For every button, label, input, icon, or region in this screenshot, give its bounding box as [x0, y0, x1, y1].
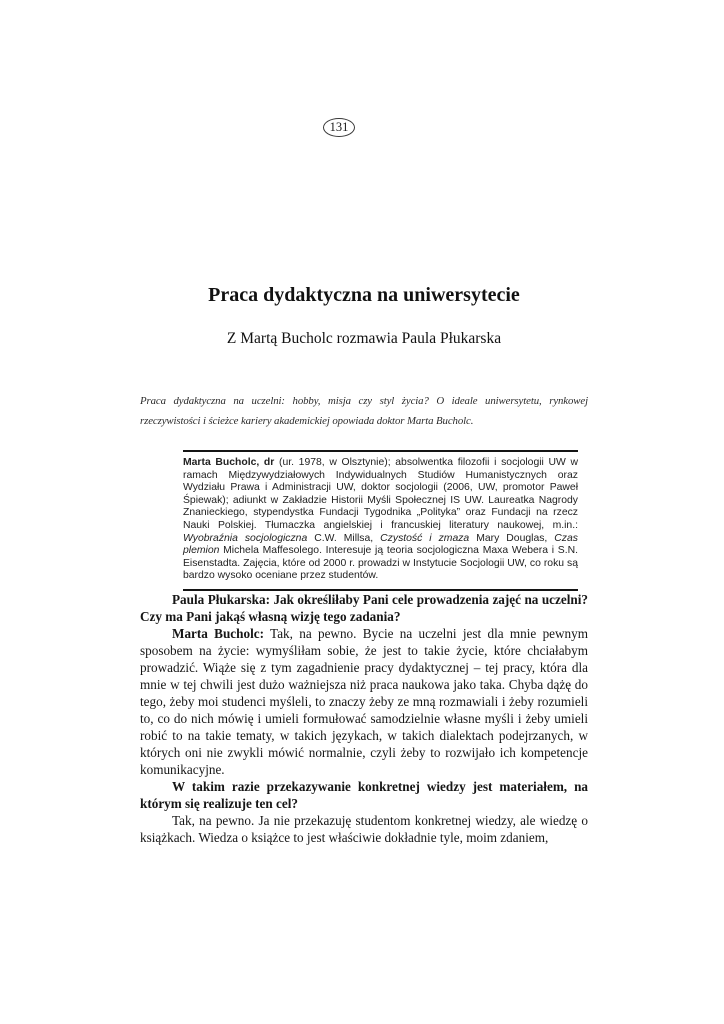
lead-paragraph: Praca dydaktyczna na uczelni: hobby, misja czy styl życia? O ideale uniwersytetu, rynkowej rzeczywistości i ścieżce kariery akademickiej opowiada doktor Marta Bucholc.: [140, 395, 588, 427]
bio-box: [183, 450, 578, 591]
paragraph-question: [140, 591, 588, 625]
text-segment: C.W. Millsa,: [307, 532, 381, 544]
interview-body: [140, 591, 588, 846]
text-segment: Czas plemion: [183, 532, 578, 557]
paragraph-answer: [140, 812, 588, 846]
article-subtitle: Z Martą Bucholc rozmawia Paula Płukarska: [226, 330, 502, 347]
text-segment: W takim razie przekazywanie konkretnej wiedzy jest materiałem, na którym się realizuje ten cel?: [140, 779, 588, 811]
text-segment: Czystość i zmaza: [380, 532, 470, 544]
text-segment: Marta Bucholc, dr: [183, 457, 275, 468]
page-number: 131: [329, 120, 349, 134]
text-segment: Paula Płukarska: Jak określiłaby Pani cele prowadzenia zajęć na uczelni? Czy ma Pani jakąś własną wizję tego zadania?: [140, 592, 588, 624]
text-segment: Wyobraźnia socjologiczna: [183, 532, 308, 544]
text-segment: Tak, na pewno. Bycie na uczelni jest dla mnie pewnym sposobem na życie: wymyśliłam sobie, że jest to takie życie, które chciałabym prowadzić. Wiąże się z tym zagadnienie pracy dydaktycznej – tej pracy, która dla mnie w tej chwili jest dużo ważniejsza niż praca naukowa jako taka. Chyba dążę do tego, żeby moi studenci myśleli, to znaczy żeby ze mną rozmawiali i żeby rozumieli to, co do nich mówię i umieli formułować samodzielnie własne myśli i żeby umieli robić to na takie tematy, w takich językach, w takich dialektach podejrzanych, w których oni nie zwykli mówić normalnie, czyli żeby to rozwijało ich kompetencje komunikacyjne.: [140, 626, 588, 777]
text-segment: Tak, na pewno. Ja nie przekazuję studentom konkretnej wiedzy, ale wiedzę o książkach. Wiedza o książce to jest właściwie dokładnie tyle, moim zdaniem,: [140, 813, 588, 845]
text-segment: Mary Douglas,: [469, 532, 555, 544]
paragraph-question: [140, 778, 588, 812]
paragraph-answer: [140, 625, 588, 778]
text-segment: (ur. 1978, w Olsztynie); absolwentka filozofii i socjologii UW w ramach Międzywydziałowych Indywidualnych Studiów Humanistycznych oraz Wydziału Prawa i Administracji UW, doktor socjologii (2006, UW, promotor Paweł Śpiewak); adiunkt w Zakładzie Historii Myśli Społecznej IS UW. Laureatka Nagrody Znanieckiego, stypendystka Fundacji Tygodnika „Polityka” oraz Fundacji na rzecz Nauki Polskiej. Tłumaczka angielskiej i francuskiej literatury naukowej, m.in.:: [183, 457, 578, 531]
page-content: [140, 0, 588, 1024]
article-title: Praca dydaktyczna na uniwersytecie: [208, 284, 520, 306]
text-segment: Marta Bucholc:: [172, 626, 264, 641]
text-segment: Michela Maffesolego. Interesuje ją teoria socjologiczna Maxa Webera i S.N. Eisenstadta. Zajęcia, które od 2000 r. prowadzi w Instytucie Socjologii UW, co roku są bardzo wysoko oceniane przez studentów.: [183, 545, 578, 582]
